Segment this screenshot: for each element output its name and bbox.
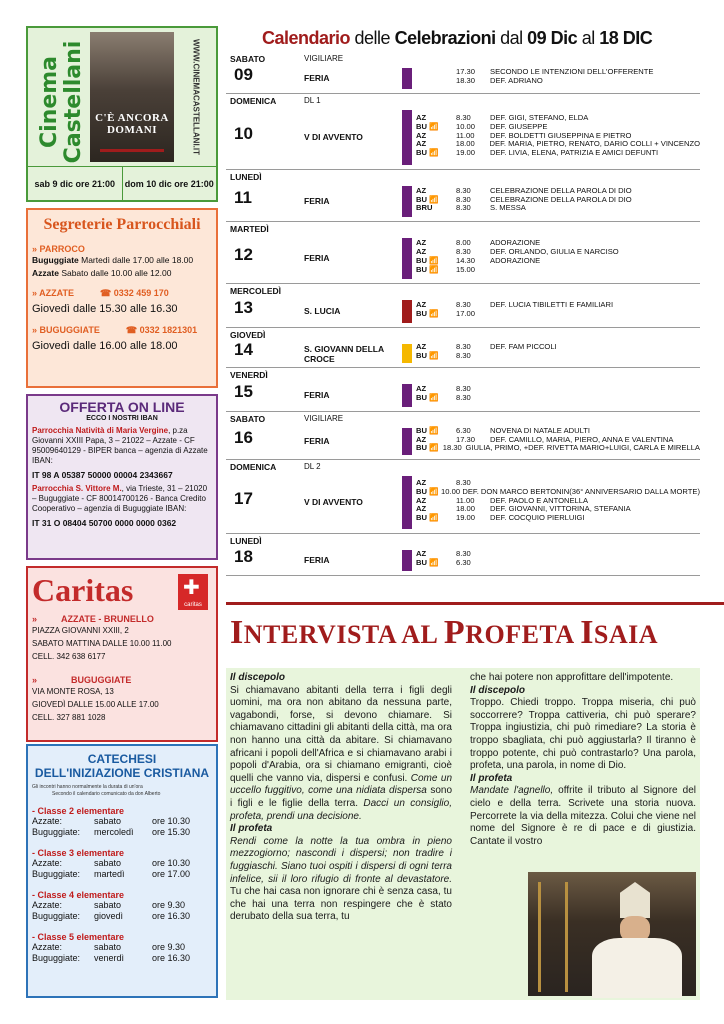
day-vigiliare: VIGILIARE [304,54,344,63]
parroco-label: PARROCO [39,244,85,254]
calendar-day [226,52,700,94]
celebration-entry: BRU 8.30 S. MESSA [416,203,526,213]
celebration-entry: AZ 17.30 DEF. CAMILLO, MARIA, PIERO, ANNA E VALENTINA [416,434,674,444]
day-vigiliare: VIGILIARE [304,414,344,423]
day-vigiliare: DL 2 [304,462,321,471]
catechesi-classes [32,806,212,964]
segreterie-title: Segreterie Parrocchiali [43,216,201,233]
caritas-azzate-line: PIAZZA GIOVANNI XXIII, 2 [32,626,129,635]
celebration-entry: BU 📶 8.30 [416,350,471,360]
day-entries [416,187,700,213]
celebration-entry: AZ 11.00 DEF. BOLDETTI GIUSEPPINA E PIETRO [416,130,632,140]
celebration-entry: BU 📶 15.00 [416,264,476,274]
celebration-entry: 18.30 DEF. ADRIANO [456,75,543,85]
wifi-icon: 📶 [429,350,439,360]
catechesi-class-heading: - Classe 4 elementare [32,890,125,900]
day-entries [416,114,700,158]
wifi-icon: 📶 [429,308,439,318]
wifi-icon: 📶 [429,121,439,131]
day-number: 14 [234,340,253,359]
day-entries [416,343,700,361]
celebration-entry: AZ 8.30 [416,549,471,559]
cinema-box [26,26,218,202]
buguggiate-phone: ☎ 0332 1821301 [125,325,198,335]
day-weekday: MERCOLEDÌ [230,286,281,296]
calendar-day [226,222,700,284]
parish-1-info: Parrocchia Natività di Maria Vergine, p.za Giovanni XXIII Papa, 3 – 21022 – Azzate - CF 95009640129 - BIPER banca – agenzia di Azzate IBAN: [32,426,208,465]
calendar-day [226,94,700,170]
day-number: 12 [234,245,253,264]
caritas-azzate-head: AZZATE - BRUNELLO [61,614,154,624]
celebration-entry: BU 📶 6.30 [416,557,471,567]
caritas-box: Caritas ✚ caritas » AZZATE - BRUNELLO PIAZZA GIOVANNI XXIII, 2 SABATO MATTINA DALLE 10.00 11.00 CELL. 342 638 6177 » BUGUGGIATE VIA MONTE ROSA, 13 GIOVEDÌ DALLE 15.00 ALLE 17.00 CELL. 327 881 1028 [26,566,218,742]
day-weekday: DOMENICA [230,462,277,472]
celebration-entry: AZ 8.30 DEF. FAM PICCOLI [416,342,557,352]
buguggiate-hours: Giovedì dalle 16.00 alle 18.00 [32,340,178,352]
article-column-2: che hai potere non approfittare dell'impotente. Il discepolo Troppo. Chiedi troppo. Troppa miseria, chi può soccorrere? Troppa cattiveria, chi può sperare? Troppa ingiustizia, chi può rimediare? La storia è troppo sbagliata, chi può aggiustarla? Il tiranno è troppo potente, chi può contrastarlo? Una parola, profeta, una parola, in nome di Dio. Il profeta Mandate l'agnello, offrite il tributo al Signore del cielo e della terra. Scrivete una storia nuova. Percorrete la via della mitezza. Colui che viene nel nome del Signore è re di pace e di giustizia. Cantate il vostro [470,672,696,847]
day-liturgy: FERIA [304,390,330,400]
liturgical-color-bar [402,110,412,165]
offerta-title: OFFERTA ON LINE [59,399,185,415]
day-weekday: SABATO [230,54,266,64]
catechesi-schedule-row: Azzate: sabato ore 9.30 [32,900,186,910]
wifi-icon: 📶 [429,557,439,567]
day-number: 10 [234,124,253,143]
parish-2-iban[interactable]: IT 31 O 08404 50700 0000 0000 0362 [32,518,177,528]
calendar-day [226,328,700,368]
day-entries [416,385,700,403]
day-number: 15 [234,382,253,401]
day-vigiliare: DL 1 [304,96,321,105]
day-entries [416,239,700,274]
day-number: 16 [234,428,253,447]
article-divider [226,602,724,605]
celebration-entry: AZ 8.30 DEF. GIGI, STEFANO, ELDA [416,113,589,122]
day-entries [416,479,700,523]
day-liturgy: FERIA [304,555,330,565]
parroco-row-2: Azzate Sabato dalle 10.00 alle 12.00 [32,268,172,278]
liturgical-color-bar [402,68,412,89]
catechesi-schedule-row: Buguggiate: venerdì ore 16.30 [32,953,191,963]
celebration-entry: BU 📶 10.00 DEF. DON MARCO BERTONIN(36° ANNIVERSARIO DALLA MORTE) [416,486,700,496]
cinema-date-2: dom 10 dic ore 21:00 [122,167,217,200]
azzate-hours: Giovedì dalle 15.30 alle 16.30 [32,303,178,315]
caritas-bug-line: VIA MONTE ROSA, 13 [32,687,114,696]
wifi-icon: 📶 [429,255,439,265]
day-entries [416,301,700,319]
caritas-bug-head: BUGUGGIATE [71,675,132,685]
caritas-azzate-line: CELL. 342 638 6177 [32,652,106,661]
liturgical-color-bar [402,344,412,363]
article-title: INTERVISTA AL PROFETA ISAIA [230,614,659,651]
celebration-entry: AZ 8.30 DEF. ORLANDO, GIULIA E NARCISO [416,247,619,257]
day-liturgy: FERIA [304,196,330,206]
wifi-icon: 📶 [429,264,439,274]
calendar-day [226,368,700,412]
azzate-phone: ☎ 0332 459 170 [100,288,169,298]
celebration-entry: BU 📶 14.30 ADORAZIONE [416,255,541,265]
offerta-box [26,394,218,560]
day-weekday: SABATO [230,414,266,424]
day-liturgy: FERIA [304,436,330,446]
parish-2-info: Parrocchia S. Vittore M., via Trieste, 31 – 21020 – Buguggiate - CF 80014700126 - Banca Credito Cooperativo – agenzia di Buguggiate IBAN: [32,484,208,513]
caritas-logo-icon: ✚ caritas [178,574,208,610]
day-liturgy: S. LUCIA [304,306,341,316]
caritas-azzate-line: SABATO MATTINA DALLE 10.00 11.00 [32,639,172,648]
day-liturgy: V DI AVVENTO [304,497,363,507]
caritas-title: Caritas [32,572,134,608]
liturgical-color-bar [402,428,412,455]
catechesi-schedule-row: Azzate: sabato ore 10.30 [32,816,191,826]
celebration-entry: BU 📶 19.00 DEF. LIVIA, ELENA, PATRIZIA E AMICI DEFUNTI [416,148,659,158]
catechesi-schedule-row: Buguggiate: giovedì ore 16.30 [32,911,191,921]
bishop-photo [528,872,696,996]
movie-poster[interactable] [90,32,174,162]
day-weekday: GIOVEDÌ [230,330,266,340]
day-liturgy: FERIA [304,73,330,83]
catechesi-schedule-row: Buguggiate: martedì ore 17.00 [32,869,191,879]
calendar-day [226,460,700,534]
day-entries [416,68,700,86]
day-entries [416,550,700,568]
wifi-icon: 📶 [429,486,439,496]
day-number: 11 [234,188,252,207]
day-weekday: LUNEDÌ [230,172,262,182]
catechesi-title-1: CATECHESI [87,752,157,766]
segreterie-box: Segreterie Parrocchiali » PARROCO Buguggiate Martedì dalle 17.00 alle 18.00 Azzate Sabato dalle 10.00 alle 12.00 » AZZATE ☎ 0332 459 170 Giovedì dalle 15.30 alle 16.30 » BUGUGGIATE ☎ 0332 1821301 Giovedì dalle 16.00 alle 18.00 [26,208,218,388]
celebration-entry: AZ 11.00 DEF. PAOLO E ANTONELLA [416,495,589,505]
catechesi-schedule-row: Azzate: sabato ore 9.30 [32,942,186,952]
day-weekday: VENERDÌ [230,370,268,380]
day-number: 13 [234,298,253,317]
liturgical-color-bar [402,238,412,279]
wifi-icon: 📶 [429,443,439,453]
celebration-entry: AZ 8.30 [416,478,471,487]
parish-1-iban[interactable]: IT 98 A 05387 50000 00004 2343667 [32,470,173,480]
calendar-day [226,170,700,222]
calendar-day [226,412,700,460]
celebration-entry: BU 📶 6.30 NOVENA DI NATALE ADULTI [416,425,591,435]
buguggiate-label: BUGUGGIATE [39,325,100,335]
poster-caption: C'È ANCORA DOMANI [95,112,169,136]
calendar-day [226,534,700,576]
cinema-dates [28,166,216,200]
catechesi-box: CATECHESI DELL'INIZIAZIONE CRISTIANA Gli incontri hanno normalmente la durata di un'ora Secondo il calendario comunicato da don Alberto - Classe 2 elementare Azzate: sabato ore 10.30 Buguggiate: mercoledì ore 15.30 - Classe 3 elementare Azzate: sabato ore 10.30 Buguggiate: martedì ore 17.00 - Classe 4 elementare Azzate: sabato ore 9.30 Buguggiate: giovedì ore 16.30 - Classe 5 elementare Azzate: sabato ore 9.30 Buguggiate: venerdì ore 16.30 [26,744,218,998]
day-number: 18 [234,547,253,566]
day-liturgy: FERIA [304,253,330,263]
wifi-icon: 📶 [429,425,439,435]
parroco-row-1: Buguggiate Martedì dalle 17.00 alle 18.00 [32,255,194,265]
calendar-day [226,284,700,328]
offerta-subtitle: ECCO I NOSTRI IBAN [86,415,158,422]
catechesi-schedule-row: Buguggiate: mercoledì ore 15.30 [32,827,191,837]
wifi-icon: 📶 [429,194,439,204]
day-number: 09 [234,65,253,84]
caritas-bug-line: GIOVEDÌ DALLE 15.00 ALLE 17.00 [32,700,159,709]
cinema-date-1: sab 9 dic ore 21:00 [34,178,116,189]
wifi-icon: 📶 [429,392,439,402]
celebration-entry: AZ 8.30 CELEBRAZIONE DELLA PAROLA DI DIO [416,185,632,195]
day-weekday: DOMENICA [230,96,277,106]
day-liturgy: V DI AVVENTO [304,132,363,142]
celebration-entry: 17.30 SECONDO LE INTENZIONI DELL'OFFERENTE [456,67,654,77]
wifi-icon: 📶 [429,513,439,523]
celebration-entry: BU 📶 10.00 DEF. GIUSEPPE [416,121,548,131]
celebration-entry: BU 📶 17.00 [416,308,476,318]
liturgical-color-bar [402,186,412,217]
cinema-title: Cinema Castellani [37,40,86,164]
wifi-icon: 📶 [429,148,439,158]
day-weekday: MARTEDÌ [230,224,269,234]
celebration-entry: AZ 8.30 [416,384,471,394]
catechesi-class-heading: - Classe 3 elementare [32,848,125,858]
celebration-entry: BU 📶 18.30 GIULIA, PRIMO, +DEF. RIVETTA MARIO+LUIGI, CARLA E MIRELLA [416,443,700,453]
calendar-table [226,52,700,576]
celebration-entry: BU 📶 19.00 DEF. COCQUIO PIERLUIGI [416,513,585,523]
day-number: 17 [234,489,253,508]
celebration-entry: AZ 8.00 ADORAZIONE [416,238,541,248]
celebration-entry: BU 📶 8.30 CELEBRAZIONE DELLA PAROLA DI DIO [416,194,632,204]
catechesi-class-heading: - Classe 2 elementare [32,806,125,816]
catechesi-title-2: DELL'INIZIAZIONE CRISTIANA [34,766,210,780]
day-liturgy: S. GIOVANN DELLA CROCE [304,344,384,364]
day-entries [416,427,700,453]
celebration-entry: BU 📶 8.30 [416,392,471,402]
liturgical-color-bar [402,384,412,407]
caritas-bug-line: CELL. 327 881 1028 [32,713,106,722]
day-weekday: LUNEDÌ [230,536,262,546]
liturgical-color-bar [402,550,412,571]
celebration-entry: AZ 18.00 DEF. MARIA, PIETRO, RENATO, DARIO COLLI + VINCENZO [416,139,700,149]
celebration-entry: AZ 18.00 DEF. GIOVANNI, VITTORINA, STEFANIA [416,504,631,514]
article-column-1: Il discepolo Si chiamavano abitanti della terra i figli degli uomini, ma ora non abitano da nessuna parte, vagabondi, forse, si devono chiamare. Si chiamavano cittadini gli abitanti della città, ma ora non hanno una città da abitare. Si chiamavano africani i popoli dell'Africa e si chiamavano arabi i popoli d'Arabia, ora si chiamano emigranti, cioè quelli che vanno via, dispersi e confusi. Come un uccello fuggitivo, come una nidiata dispersa sono i figli e le figlie della terra. Dacci un consiglio, profeta, prendi una decisione. Il profeta Rendi come la notte la tua ombra in pieno mezzogiorno; nascondi i dispersi; non tradire i fuggiaschi. Siano tuoi ospiti i dispersi di ogni terra infelice, sii il loro rifugio di fronte al devastatore. Tu che hai casa non ignorare chi è senza casa, tu che hai una terra non respingere che è stato derubato della sua terra, tu [230,672,453,923]
catechesi-class-heading: - Classe 5 elementare [32,932,125,942]
celebration-entry: AZ 8.30 DEF. LUCIA TIBILETTI E FAMILIARI [416,300,614,310]
liturgical-color-bar [402,476,412,529]
website-label: WWW.CINEMACASTELLANI.IT [191,39,201,155]
catechesi-schedule-row: Azzate: sabato ore 10.30 [32,858,191,868]
liturgical-color-bar [402,300,412,323]
calendar-title: Calendario delle Celebrazioni dal 09 Dic al 18 DIC [262,28,653,48]
azzate-label: AZZATE [39,288,74,298]
